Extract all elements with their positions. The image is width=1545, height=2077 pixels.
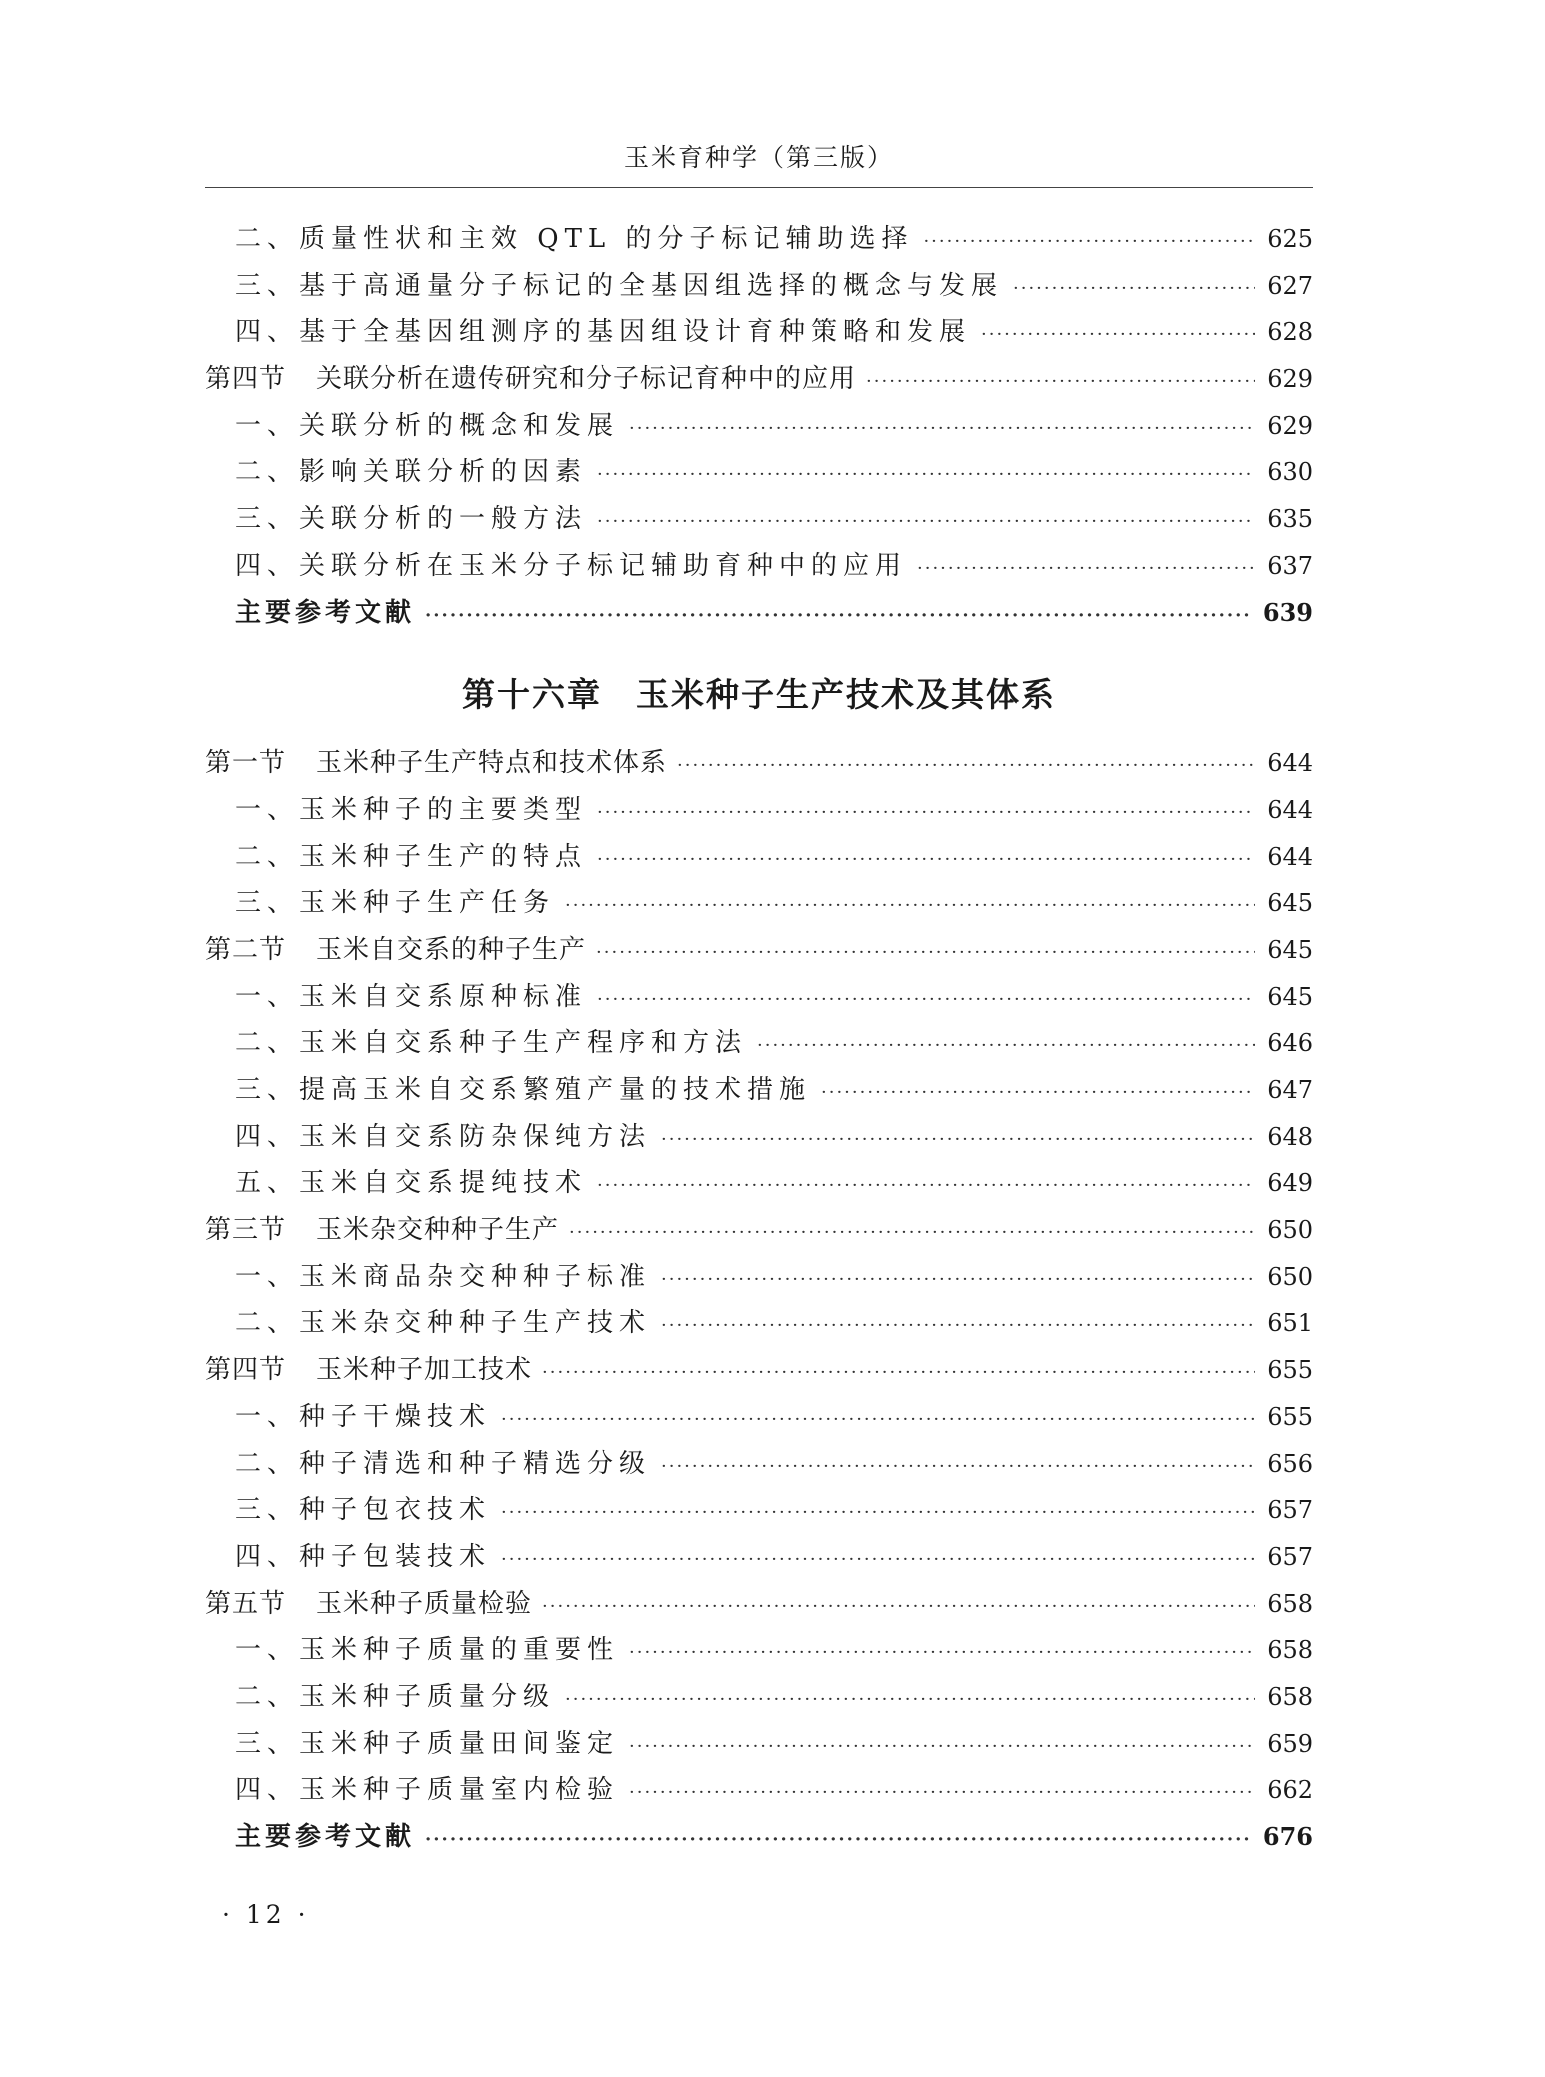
dot-leader <box>597 499 1255 546</box>
toc-entry[interactable] <box>205 1721 1313 1768</box>
toc-entry-title <box>235 449 587 496</box>
toc-entry-title <box>235 1254 651 1301</box>
toc-entry-text: 二、影响关联分析的因素 <box>235 457 588 488</box>
toc-entry[interactable] <box>205 1160 1313 1207</box>
toc-page-number: 628 <box>1267 318 1313 347</box>
toc-entry-title <box>235 1020 747 1067</box>
dot-leader <box>596 930 1255 977</box>
toc-page-number: 627 <box>1267 271 1313 300</box>
toc-entry-text: 玉米种子加工技术 <box>316 1355 533 1386</box>
toc-page-number: 658 <box>1267 1682 1313 1711</box>
section-number: 第五节 <box>205 1588 287 1619</box>
toc-entry-text: 四、基于全基因组测序的基因组设计育种策略和发展 <box>235 317 972 348</box>
toc-entry-title <box>235 1721 619 1768</box>
toc-page-number: 676 <box>1262 1822 1313 1851</box>
toc-entry[interactable] <box>205 449 1313 496</box>
toc-entry[interactable] <box>205 880 1313 927</box>
toc-entry-text: 一、玉米种子的主要类型 <box>235 794 588 825</box>
toc-entry[interactable] <box>205 1767 1313 1814</box>
toc-entry-title <box>235 543 907 590</box>
toc-page-number: 649 <box>1267 1169 1313 1198</box>
toc-entry-title <box>235 403 619 450</box>
chapter-number: 第十六章 <box>462 675 602 715</box>
dot-leader <box>425 593 1253 640</box>
table-of-contents <box>205 216 1313 1861</box>
toc-entry-title <box>235 1441 651 1488</box>
dot-leader <box>542 1350 1255 1397</box>
toc-entry-text: 二、玉米种子质量分级 <box>235 1681 556 1712</box>
dot-leader <box>569 1210 1255 1257</box>
toc-page-number: 662 <box>1267 1776 1313 1805</box>
toc-page-number: 648 <box>1267 1122 1313 1151</box>
toc-entry-text: 三、种子包衣技术 <box>235 1495 492 1526</box>
dot-leader <box>597 837 1255 884</box>
toc-entry-text: 四、玉米自交系防杂保纯方法 <box>235 1121 652 1152</box>
dot-leader <box>597 790 1255 837</box>
toc-entry-text: 一、种子干燥技术 <box>235 1401 492 1432</box>
dot-leader <box>597 452 1255 499</box>
toc-entry[interactable] <box>205 834 1313 881</box>
toc-entry-text: 玉米种子质量检验 <box>316 1588 533 1619</box>
section-number: 第一节 <box>205 748 287 779</box>
toc-entry-title <box>235 834 587 881</box>
toc-entry[interactable] <box>205 1020 1313 1067</box>
toc-page-number: 657 <box>1267 1542 1313 1571</box>
toc-page-number: 645 <box>1267 982 1313 1011</box>
toc-page-number: 639 <box>1262 597 1313 627</box>
toc-entry-text: 关联分析在遗传研究和分子标记育种中的应用 <box>316 364 857 395</box>
running-header: 玉米育种学（第三版） <box>623 143 894 172</box>
dot-leader <box>661 1117 1255 1164</box>
section-number: 第二节 <box>205 934 287 965</box>
toc-entry-text: 三、提高玉米自交系繁殖产量的技术措施 <box>235 1075 812 1105</box>
toc-block-after <box>205 740 1313 1861</box>
dot-leader <box>597 1163 1255 1210</box>
toc-entry[interactable] <box>205 1441 1313 1488</box>
toc-page-number: 644 <box>1267 795 1313 824</box>
dot-leader <box>923 219 1255 266</box>
toc-section-entry[interactable] <box>205 1207 1313 1254</box>
toc-section-entry[interactable] <box>205 356 1313 403</box>
dot-leader <box>501 1490 1255 1537</box>
toc-entry-title <box>205 740 667 787</box>
toc-entry[interactable] <box>205 309 1313 356</box>
toc-entry-title <box>235 787 587 834</box>
dot-leader <box>629 1770 1255 1817</box>
toc-section-entry[interactable] <box>205 1581 1313 1628</box>
toc-entry[interactable] <box>205 263 1313 310</box>
dot-leader <box>565 1677 1255 1724</box>
toc-entry[interactable] <box>205 1487 1313 1534</box>
dot-leader <box>501 1397 1255 1444</box>
dot-leader <box>661 1444 1255 1491</box>
toc-entry-text: 一、玉米自交系原种标准 <box>235 981 588 1012</box>
toc-entry-text: 四、玉米种子质量室内检验 <box>235 1775 620 1806</box>
dot-leader <box>1013 266 1255 313</box>
toc-page-number: 646 <box>1267 1029 1313 1058</box>
toc-page-number: 655 <box>1267 1402 1313 1431</box>
toc-entry-text: 三、基于高通量分子标记的全基因组选择的概念与发展 <box>235 270 1004 301</box>
toc-page-number: 658 <box>1267 1636 1313 1665</box>
toc-page-number: 659 <box>1267 1729 1313 1758</box>
toc-page-number: 650 <box>1267 1216 1313 1245</box>
toc-entry-title <box>235 1767 619 1814</box>
toc-entry-title <box>235 590 415 637</box>
chapter-title: 玉米种子生产技术及其体系 <box>636 675 1056 715</box>
toc-entry[interactable] <box>205 216 1313 263</box>
toc-entry[interactable] <box>205 974 1313 1021</box>
toc-entry-text: 三、玉米种子质量田间鉴定 <box>235 1728 620 1759</box>
toc-entry-text: 玉米种子生产特点和技术体系 <box>316 748 668 779</box>
toc-entry-text: 二、质量性状和主效 QTL 的分子标记辅助选择 <box>235 224 914 254</box>
toc-entry-title <box>235 496 587 543</box>
section-number: 第四节 <box>205 364 287 395</box>
toc-block-before <box>205 216 1313 636</box>
dot-leader <box>425 1817 1253 1864</box>
toc-entry[interactable] <box>205 1067 1313 1114</box>
toc-entry-text: 二、种子清选和种子精选分级 <box>235 1448 652 1479</box>
toc-entry-text: 一、玉米商品杂交种种子标准 <box>235 1261 652 1292</box>
dot-leader <box>565 883 1255 930</box>
toc-page-number: 644 <box>1267 749 1313 778</box>
toc-page-number: 630 <box>1267 458 1313 487</box>
toc-entry-title <box>235 1394 491 1441</box>
toc-entry-title <box>235 1160 587 1207</box>
toc-entry[interactable] <box>205 543 1313 590</box>
toc-entry[interactable] <box>205 1254 1313 1301</box>
toc-entry[interactable] <box>205 1674 1313 1721</box>
page-number: · 12 · <box>222 1900 310 1929</box>
toc-entry[interactable] <box>205 787 1313 834</box>
toc-entry[interactable] <box>205 496 1313 543</box>
toc-entry-text: 二、玉米自交系种子生产程序和方法 <box>235 1028 748 1059</box>
toc-entry-text: 三、玉米种子生产任务 <box>235 888 556 919</box>
toc-entry-title <box>205 356 856 403</box>
toc-entry[interactable] <box>205 1534 1313 1581</box>
toc-entry-text: 主要参考文献 <box>235 1822 416 1852</box>
toc-entry-title <box>235 1674 555 1721</box>
toc-page-number: 645 <box>1267 889 1313 918</box>
toc-entry-title <box>235 263 1003 310</box>
dot-leader <box>629 1724 1255 1771</box>
chapter-heading <box>205 636 1313 740</box>
toc-entry-text: 主要参考文献 <box>235 597 416 628</box>
toc-entry-title <box>235 1300 651 1347</box>
dot-leader <box>629 406 1255 453</box>
toc-entry[interactable] <box>205 1394 1313 1441</box>
toc-entry[interactable] <box>205 403 1313 450</box>
dot-leader <box>981 312 1255 359</box>
toc-entry-text: 玉米杂交种种子生产 <box>316 1215 560 1246</box>
toc-entry-text: 四、关联分析在玉米分子标记辅助育种中的应用 <box>235 550 908 581</box>
dot-leader <box>917 546 1255 593</box>
toc-entry[interactable] <box>205 1300 1313 1347</box>
toc-entry-text: 一、玉米种子质量的重要性 <box>235 1635 620 1666</box>
toc-entry[interactable] <box>205 1114 1313 1161</box>
toc-entry-text: 二、玉米种子生产的特点 <box>235 841 588 872</box>
toc-entry-title <box>235 216 913 263</box>
toc-entry-title <box>235 974 587 1021</box>
toc-page-number: 635 <box>1267 505 1313 534</box>
toc-entry-title <box>205 1347 532 1394</box>
section-number: 第三节 <box>205 1215 287 1246</box>
toc-entry-title <box>235 1534 491 1581</box>
toc-page-number: 656 <box>1267 1449 1313 1478</box>
toc-page-number: 637 <box>1267 551 1313 580</box>
toc-entry-title <box>205 1207 559 1254</box>
toc-entry-text: 二、玉米杂交种种子生产技术 <box>235 1308 652 1339</box>
toc-entry-title <box>235 1627 619 1674</box>
toc-entry-text: 一、关联分析的概念和发展 <box>235 410 620 441</box>
dot-leader <box>661 1257 1255 1304</box>
toc-page-number: 629 <box>1267 365 1313 394</box>
section-number: 第四节 <box>205 1355 287 1386</box>
toc-entry-title <box>235 1114 651 1161</box>
toc-entry-title <box>205 927 586 974</box>
toc-references-entry[interactable] <box>205 1814 1313 1861</box>
toc-entry-text: 四、种子包装技术 <box>235 1541 492 1572</box>
toc-section-entry[interactable] <box>205 1347 1313 1394</box>
toc-page-number: 645 <box>1267 935 1313 964</box>
toc-page-number: 644 <box>1267 842 1313 871</box>
toc-page-number: 655 <box>1267 1356 1313 1385</box>
toc-page-number: 658 <box>1267 1589 1313 1618</box>
dot-leader <box>501 1537 1255 1584</box>
dot-leader <box>757 1023 1255 1070</box>
toc-section-entry[interactable] <box>205 740 1313 787</box>
toc-entry-title <box>235 1487 491 1534</box>
toc-entry-title <box>205 1581 532 1628</box>
toc-entry-text: 三、关联分析的一般方法 <box>235 504 588 535</box>
dot-leader <box>629 1630 1255 1677</box>
toc-page-number: 647 <box>1267 1076 1313 1104</box>
toc-page-number: 625 <box>1267 225 1313 253</box>
toc-section-entry[interactable] <box>205 927 1313 974</box>
toc-entry-text: 五、玉米自交系提纯技术 <box>235 1168 588 1199</box>
toc-page-number: 629 <box>1267 411 1313 440</box>
toc-entry[interactable] <box>205 1627 1313 1674</box>
toc-entry-title <box>235 880 555 927</box>
dot-leader <box>597 977 1255 1024</box>
dot-leader <box>677 743 1255 790</box>
toc-entry-text: 玉米自交系的种子生产 <box>316 934 587 965</box>
dot-leader <box>866 359 1255 406</box>
toc-entry-title <box>235 309 971 356</box>
dot-leader <box>661 1303 1255 1350</box>
toc-references-entry[interactable] <box>205 590 1313 637</box>
toc-entry-title <box>235 1067 811 1114</box>
toc-entry-title <box>235 1814 415 1861</box>
toc-page-number: 651 <box>1267 1309 1313 1338</box>
dot-leader <box>542 1584 1255 1631</box>
toc-page-number: 657 <box>1267 1496 1313 1525</box>
dot-leader <box>821 1070 1255 1117</box>
toc-page-number: 650 <box>1267 1262 1313 1291</box>
header-rule <box>205 187 1313 188</box>
